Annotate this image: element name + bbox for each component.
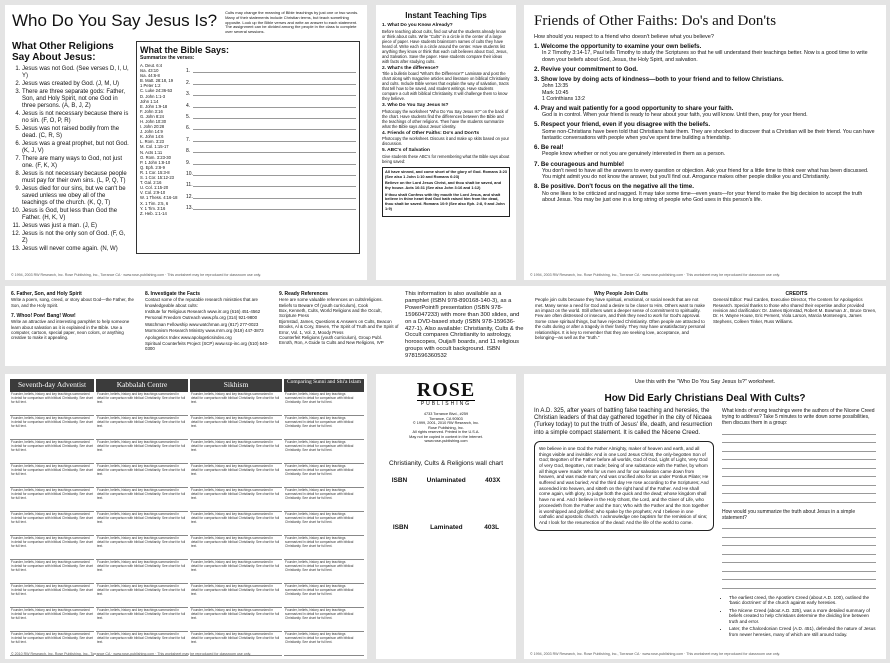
answer-number: 12. — [186, 193, 193, 200]
nicene-creed-box — [534, 441, 714, 531]
answer-rule — [193, 163, 356, 165]
claim-item: 4. Jesus is not necessary because there is no sin. (F, O, P, R) — [22, 111, 130, 125]
tip-text: Before teaching about cults, find out what the students already know or think about cults. Write "Cults" in a circle in the center of a large piece of paper. Have students brainstorm names of cults they have heard of. Write each in a circle around the center. Have students list anything they know or think that each cult believes about God, Jesus, and Salvation. Save the paper. Have students compare their ideas with facts after studying cults. — [382, 28, 508, 64]
chart-cell: Founder, beliefs, history and key teachings summarized in detail for comparison with biblical Christianity. See chart for full text. — [284, 512, 364, 536]
answer-rule — [193, 71, 356, 73]
tip-text: You don't need to have all the answers to every question or objection. Ask your friend for a little time to think over what has been discussed. You might admit you do not know the answer, but you'll find out. Arrogance makes other people dislike you and Christianity. — [542, 167, 869, 181]
verse-list — [140, 63, 182, 216]
strip-heading: CREDITS — [785, 291, 808, 297]
strip-text: Write an attractive and interesting pamphlet to help someone learn about salvation as it is explained in the Bible. Use a computer, cartoon, special paper, neon colors, or anything creative to make it appealing. — [11, 319, 130, 341]
tips-list — [382, 23, 510, 164]
isbn-kind: Laminated — [430, 523, 463, 531]
answer-rule — [193, 106, 356, 108]
answer-rule — [193, 174, 356, 176]
claim-item: 10. Jesus is God, but less than God the Father. (H, K, V) — [22, 208, 130, 222]
verse-ref: Q. Eph. 2:8-9 — [140, 164, 165, 170]
abc-box — [382, 167, 510, 217]
answer-number: 2. — [186, 79, 191, 86]
answer-rule — [722, 435, 876, 444]
verse-ref: I. John 20:28 — [140, 124, 165, 130]
chart-cell: Founder, beliefs, history and key teachings summarized in detail for comparison with biblical Christianity. See chart for full text. — [284, 632, 364, 656]
strip-heading: 8. Investigate the Facts — [145, 291, 201, 297]
verse-ref: T. Gal. 2:16 — [140, 180, 162, 186]
answer-number: 7. — [186, 136, 191, 143]
chart-cell: Founder, beliefs, history and key teachings summarized in detail for comparison with biblical Christianity. See chart for full text. — [96, 464, 188, 488]
answer-rule — [722, 572, 876, 581]
verse-ref: J. John 14:9 — [140, 129, 163, 135]
verse-ref: A. Deut. 6:4 — [140, 62, 163, 68]
chart-cell: Founder, beliefs, history and key teachings summarized in detail for comparison with biblical Christianity. See chart for full text. — [10, 632, 94, 656]
answer-rule — [193, 185, 356, 187]
answer-rule — [722, 580, 876, 589]
abc-verse: Believe on the Lord Jesus Christ, and thou shalt be saved, and thy house. Acts 16:31 (See also John 3:16 and 1:12) — [385, 180, 502, 191]
answer-line — [186, 188, 356, 199]
logo-text-bottom: PUBLISHING — [417, 400, 475, 407]
chart-cell: Founder, beliefs, history and key teachings summarized in detail for comparison with biblical Christianity. See chart for full text. — [96, 632, 188, 656]
answer-rule — [722, 555, 876, 564]
abc-verse: If thou shalt Confess with thy mouth the Lord Jesus, and shalt believe in thine heart that God hath raised him from the dead, thou shalt be saved. Romans 10:9 (See also Eph. 2:8, 9 and John 1:9) — [385, 191, 505, 211]
tip-heading: 8. Be positive. Don't focus on the negative all the time. — [534, 183, 694, 191]
verse-ref: B. Matt. 28:18, 19 — [140, 78, 174, 84]
answer-line — [186, 200, 356, 211]
chart-column-header: Seventh-day Adventist — [10, 379, 94, 392]
strip-heading: 6. Father, Son, and Holy Spirit — [11, 291, 82, 297]
tip-heading: 6. Be real! — [534, 144, 564, 152]
answer-number: 1. — [186, 68, 191, 75]
claim-item: 8. Jesus is not necessary because people must pay for their own sins. (L, P, Q, T) — [22, 171, 130, 185]
worksheet-friends-of-other-faiths — [524, 5, 886, 280]
chart-cell: Founder, beliefs, history and key teachings summarized in detail for comparison with biblical Christianity. See chart for full text. — [10, 440, 94, 464]
chart-cell: Founder, beliefs, history and key teachings summarized in detail for comparison with biblical Christianity. See chart for full text. — [96, 440, 188, 464]
answer-number: 3. — [186, 91, 191, 98]
answer-line — [186, 143, 356, 154]
answer-line — [186, 131, 356, 142]
chart-cell: Founder, beliefs, history and key teachings summarized in detail for comparison with biblical Christianity. See chart for full text. — [96, 392, 188, 416]
strip-text: Write a poem, song, creed, or story about God—the Father, the Son, and the Holy Spirit. — [11, 297, 134, 308]
tip-heading: 4. Pray and wait patiently for a good opportunity to share your faith. — [534, 104, 734, 112]
chart-cell: Founder, beliefs, history and key teachings summarized in detail for comparison with biblical Christianity. See chart for full text. — [10, 464, 94, 488]
strip-text: People join cults because they have spiritual, emotional, or social needs that are not met. Many sense a need for God and a desire to be closer to Him. Others want to make an impact on the world. Still others want a deeper sense of commitment to spirituality. Few are often distressed or insecure, and think they need to work for God's approval. Some crave spiritual things, but have rejected Christianity. Often people are attracted to the cults during or after a tragedy in their family. They may have unsatisfactory personal relationships. It is key to remember that they are seeking love, acceptance, and belonging—as well as the "truth." — [535, 297, 706, 341]
strip-text: Here are some valuable references on cults/religions. — [279, 297, 383, 303]
strip-text: General Editor: Paul Carden, Executive Director, The Centers for Apologetics Research. Special thanks to those who shared their expertise and/or provided revision and clarification: Dr. James Bjornstad, Robert M. Bowman Jr., Bruce Green, Dr. H. Wayne House, Eric Pement, Viola Larson, Marcia Montenegro, James Stephens, Colleen Tinker, Russ Williams. — [713, 297, 877, 324]
chart-cell: Founder, beliefs, history and key teachings summarized in detail for comparison with biblical Christianity. See chart for full text. — [284, 608, 364, 632]
answer-rule — [722, 460, 876, 469]
answer-line — [186, 120, 356, 131]
strip-text: Contact some of the reputable research ministries that are knowledgeable about cults: — [145, 297, 258, 308]
tip-heading: 3. Who Do You Say Jesus Is? — [382, 103, 449, 109]
friends-list — [534, 43, 876, 203]
verse-ref: X. 1 Tim. 2:5, 6 — [140, 200, 169, 206]
section-heading-other-religions: What Other Religions Say About Jesus: — [12, 40, 114, 63]
chart-cell: Founder, beliefs, history and key teachings summarized in detail for comparison with biblical Christianity. See chart for full text. — [284, 440, 364, 464]
chart-cell: Founder, beliefs, history and key teachings summarized in detail for comparison with biblical Christianity. See chart for full text. — [190, 608, 282, 632]
tip-heading: 4. Friends of Other Faiths: Do's and Don'ts — [382, 130, 480, 136]
chart-column — [190, 379, 282, 656]
answer-line — [186, 86, 356, 97]
verse-ref: Isa. 44:6-8 — [140, 73, 160, 79]
tip-heading: 7. Be courageous and humble! — [534, 160, 625, 168]
chart-cell: Founder, beliefs, history and key teachings summarized in detail for comparison with biblical Christianity. See chart for full text. — [96, 512, 188, 536]
publisher-panel — [376, 374, 516, 659]
claims-list — [12, 66, 130, 253]
chart-cell: Founder, beliefs, history and key teachings summarized in detail for comparison with biblical Christianity. See chart for full text. — [10, 536, 94, 560]
isbn-label: ISBN — [392, 523, 409, 531]
chart-column — [96, 379, 188, 656]
section-subheading: Summarize the verses: — [140, 54, 195, 61]
chart-column — [284, 379, 364, 656]
reference-item: Box, Kenneth, Cults, World Religions and the Occult, Scripture Press — [279, 308, 382, 319]
reference-item: Beliefs to Beware Of (youth curriculum), Cook — [279, 302, 369, 308]
creed-facts-list — [722, 595, 876, 638]
page-title: Who Do You Say Jesus Is? — [12, 11, 218, 30]
ministry-item: Watchman Fellowship www.watchman.org (817) 277-0023 — [145, 321, 259, 327]
intro-text: Cults may change the meaning of Bible teachings by just one or two words. Many of their statements include Christian terms, but teach something opposite. Look up the Bible verses and write an answer to each statement. The assignment can be divided among the people in the class to complete over several sessions. — [225, 10, 359, 35]
answer-rule — [193, 83, 356, 85]
chart-cell: Founder, beliefs, history and key teachings summarized in detail for comparison with biblical Christianity. See chart for full text. — [96, 536, 188, 560]
chart-cell: Founder, beliefs, history and key teachings summarized in detail for comparison with biblical Christianity. See chart for full text. — [96, 560, 188, 584]
footer-text: © 1994, 2003 RW Research, Inc. Rose Publishing, Inc., Torrance CA · www.rose-publishing.com · This worksheet may be reproduced for classroom use only. — [530, 273, 781, 277]
chart-cell: Founder, beliefs, history and key teachings summarized in detail for comparison with biblical Christianity. See chart for full text. — [10, 512, 94, 536]
chart-cell: Founder, beliefs, history and key teachings summarized in detail for comparison with biblical Christianity. See chart for full text. — [10, 608, 94, 632]
answer-rule — [722, 538, 876, 547]
answer-number: 4. — [186, 102, 191, 109]
chart-cell: Founder, beliefs, history and key teachings summarized in detail for comparison with biblical Christianity. See chart for full text. — [190, 584, 282, 608]
creed-fact: • Later, the Chalcedonian Creed (A.D. 451), defended the nature of Jesus from newer heresies, many of which are still around today. — [729, 626, 876, 637]
footer-text: © 2010 RW Research, Inc. Rose Publishing, Inc., Torrance CA · www.rose-publishing.com · This worksheet may be reproduced for classroom use only. — [11, 652, 252, 656]
ministry-item: Mormonism Research Ministry www.mrm.org (619) 447-3873 — [145, 328, 264, 334]
question-2: How would you summarize the truth about Jesus in a simple statement? — [722, 508, 856, 521]
verse-ref: H. John 10:30 — [140, 119, 167, 125]
answer-rule — [193, 117, 356, 119]
tip-heading: 3. Show love by doing acts of kindness—both to your friend and to fellow Christians. — [534, 76, 784, 83]
abc-verse: All have sinned, and come short of the glory of God. Romans 3:23 (See also 1 John 1:10 and Romans 6:23) — [385, 168, 507, 179]
answer-line — [186, 177, 356, 188]
chart-cell: Founder, beliefs, history and key teachings summarized in detail for comparison with biblical Christianity. See chart for full text. — [190, 464, 282, 488]
strip-col-credits — [713, 291, 880, 361]
strip-col-investigate — [145, 291, 273, 361]
chart-cell: Founder, beliefs, history and key teachings summarized in detail for comparison with biblical Christianity. See chart for full text. — [10, 584, 94, 608]
footer-text: © 1994, 2003 RW Research, Inc. Rose Publishing, Inc., Torrance CA · www.rose-publishing.com · This worksheet may be reproduced for classroom use only. — [11, 273, 262, 277]
claim-item: 7. There are many ways to God, not just one. (F, K, X) — [22, 156, 130, 170]
chart-cell: Founder, beliefs, history and key teachings summarized in detail for comparison with biblical Christianity. See chart for full text. — [190, 536, 282, 560]
answer-line — [186, 154, 356, 165]
verse-ref: D. John 1:1-3 — [140, 93, 166, 99]
chart-column-header: Sikhism — [190, 379, 282, 392]
answer-line — [186, 74, 356, 85]
claim-item: 2. Jesus was created by God. (J, M, U) — [22, 81, 130, 88]
answer-lines — [186, 63, 356, 216]
chart-cell: Founder, beliefs, history and key teachings summarized in detail for comparison with biblical Christianity. See chart for full text. — [10, 488, 94, 512]
chart-cell: Founder, beliefs, history and key teachings summarized in detail for comparison with biblical Christianity. See chart for full text. — [284, 488, 364, 512]
strip-heading: 7. Whoo! Pow! Bang! Wow! — [11, 313, 76, 320]
tip-text: Photocopy the worksheet "Who Do You Say Jesus Is?" on the back of the chart. Have students find the differences between the Bible and the teachings of other religions. Then have the students summarize what the Bible says about Jesus' identity. — [382, 108, 509, 129]
strip-col-why-join — [531, 291, 707, 361]
section-heading-bible-says: What the Bible Says: — [140, 44, 230, 55]
isbn-code: 403L — [484, 523, 500, 531]
verse-ref: John 1:14 — [140, 98, 159, 104]
answer-rule — [193, 151, 356, 153]
verse-ref: M. Col. 1:15-17 — [140, 144, 169, 150]
product-name: Christianity, Cults & Religions wall chart — [388, 459, 504, 467]
top-note: Use this with the "Who Do You Say Jesus Is?" worksheet. — [634, 379, 776, 385]
ministry-item: Apologetics Index www.apologeticsindex.org — [145, 334, 232, 340]
worksheet-who-do-you-say-jesus-is — [5, 5, 367, 280]
isbn-code: 403X — [485, 476, 501, 484]
answer-rule — [722, 477, 876, 486]
publisher-address: 4733 Torrance Blvd., #259 Torrance, CA 90503 © 1999, 2001, 2010 RW Research, Inc. Rose Publishing, Inc. All rights reserved. Printed in the U.S.A. May not be copied in context in the Internet. www.rose-publishing.com — [409, 412, 483, 443]
reference-item: Bjornstad, James, Questions & Answers on Cults, Beacon — [279, 318, 392, 324]
isbn-row — [382, 477, 510, 484]
chart-cell: Founder, beliefs, history and key teachings summarized in detail for comparison with biblical Christianity. See chart for full text. — [190, 440, 282, 464]
tip-text: No one likes to be criticized and nagged. It may take some time—even years—for your friend to make the big decision to accept the truth about Jesus. You may be just one in a long string of people who God uses in this person's life. — [542, 190, 863, 203]
creed-fact: • The earliest creed, the Apostle's Creed (about A.D. 100), outlined the 'basic doctrines' of the church against early heresies. — [729, 595, 876, 606]
answer-number: 13. — [186, 205, 193, 212]
tip-text: Give students these ABC's for remembering what the Bible says about being saved: — [382, 153, 510, 164]
claim-item: 6. Jesus was a great prophet, but not God. (K, J, V) — [22, 141, 130, 155]
verse-ref: Isa. 43:10 — [140, 68, 159, 74]
isbn-row — [382, 524, 510, 531]
verse-ref: R. 1 Cor. 15:3-8 — [140, 169, 170, 175]
middle-info-strip — [5, 286, 886, 366]
chart-cell: Founder, beliefs, history and key teachings summarized in detail for comparison with biblical Christianity. See chart for full text. — [10, 416, 94, 440]
chart-cell: Founder, beliefs, history and key teachings summarized in detail for comparison with biblical Christianity. See chart for full text. — [284, 584, 364, 608]
reference-item: Brooks, Al & Cory, Steven, The Spirit of Truth and the Spirit of Error, Vol. 1, Vol. 2, Moody Press — [279, 324, 399, 335]
chart-column — [10, 379, 94, 656]
worksheet-early-christians — [524, 374, 886, 659]
tip-text: Title a bulletin board "What's the Difference?" Laminate and post the chart along with magazine articles and literature on biblical Christianity and cults. Include Bible verses that explain the way of salvation, tracts that tell how to be saved, and student writings. Have students compare a cult with biblical Christianity. It will challenge them to know they believe. — [382, 71, 510, 102]
tips-title: Instant Teaching Tips — [405, 11, 487, 20]
claim-item: 3. There are three separate gods: Father, Son, and Holy Spirit, not one God in three persons. (A, B, J, Z) — [22, 89, 130, 110]
verse-ref: P. 1 John 1:8-10 — [140, 159, 171, 165]
verse-ref: 1 Peter 1:2 — [140, 83, 161, 89]
strip-availability: This information is also available as a pamphlet (ISBN 978-890168-140-3), as a PowerPoint® presentation (ISBN 978-1596047233) with more than 300 slides, and on a DVD-based study (ISBN 978-159636-427-1). Also available: Christianity, Cults & the Occult compares Christianity to astrology, horoscopes, Ouija® boards, and 11 religious groups with occult background. ISBN 9781596360532 — [405, 291, 524, 360]
answer-rule — [722, 426, 876, 435]
verse-ref: W. 1 Thess. 4:16-18 — [140, 195, 178, 201]
claim-item: 5. Jesus was not raised bodily from the dead. (C, R, S) — [22, 126, 130, 140]
answer-number: 9. — [186, 159, 191, 166]
verse-ref: O. Rom. 3:23-30 — [140, 154, 171, 160]
verse-ref: L. Rom. 3:23 — [140, 139, 164, 145]
friends-question: How should you respect to a friend who doesn't believe what you believe? — [534, 34, 714, 40]
answer-number: 8. — [186, 148, 191, 155]
tip-heading: 5. Respect your friend, even if you disagree with the beliefs. — [534, 121, 711, 129]
answer-lines — [722, 521, 876, 589]
ministry-item: Personal Freedom Outreach www.pfo.org (314) 921-9800 — [145, 315, 258, 321]
claim-item: 9. Jesus died for our sins, but we can't be saved unless we obey all of the teachings of the church. (K, Q, T) — [22, 186, 130, 207]
nicene-intro: In A.D. 325, after years of battling false teaching and heresies, the Christian leaders of that day gathered together in the city of Nicaea (Turkey today) to put the truth of Jesus' life, death, and resurrection into a simple compact statement. It is called the Nicene Creed. — [534, 408, 713, 436]
answer-rule — [722, 521, 876, 530]
reference-item: Counterfeit Religions (youth curriculum), Group Publ. — [279, 335, 382, 341]
strip-heading: Why People Join Cults — [594, 291, 648, 297]
verse-ref: K. John 14:6 — [140, 134, 164, 140]
claim-item: 13. Jesus will never come again. (N, W) — [22, 246, 130, 253]
tip-text: God is in control. When your friend is ready to hear about your faith, you will know. Until then, pray for your friend. — [542, 112, 808, 119]
chart-cell: Founder, beliefs, history and key teachings summarized in detail for comparison with biblical Christianity. See chart for full text. — [190, 512, 282, 536]
creed-fact: • The Nicene Creed (about A.D. 325), was a more detailed summary of beliefs created to help Christians determine the dividing line between truth and error. — [729, 608, 876, 625]
verse-ref: F. John 3:16 — [140, 108, 163, 114]
tip-text: Photocopy the worksheet. Discuss it and make up skits based on your discussion. — [382, 136, 509, 147]
comparison-chart-panel — [5, 374, 367, 659]
verse-ref: Z. Heb. 1:1-14 — [140, 210, 167, 216]
answer-line — [186, 63, 356, 74]
tip-heading: 5. ABC's of Salvation — [382, 148, 430, 154]
answer-rule — [722, 563, 876, 572]
logo-text-top: ROSE — [416, 379, 476, 401]
answer-number: 6. — [186, 125, 191, 132]
chart-cell: Founder, beliefs, history and key teachings summarized in detail for comparison with biblical Christianity. See chart for full text. — [10, 560, 94, 584]
friends-title: Friends of Other Faiths: Do's and Don'ts — [534, 13, 777, 29]
chart-cell: Founder, beliefs, history and key teachings summarized in detail for comparison with biblical Christianity. See chart for full text. — [284, 560, 364, 584]
chart-cell: Founder, beliefs, history and key teachings summarized in detail for comparison with biblical Christianity. See chart for full text. — [96, 584, 188, 608]
answer-rule — [193, 197, 356, 199]
teaching-tips-panel — [376, 5, 516, 280]
verse-ref: Y. 1 Tim. 3:16 — [140, 205, 166, 211]
claim-item: 1. Jesus was not God. (See verses D, I, U, Y) — [22, 66, 130, 80]
tip-heading: 2. Revive your commitment to God. — [534, 65, 638, 73]
tip-text: People know whether or not you are genuinely interested in them as a person. — [542, 151, 726, 158]
chart-cell: Founder, beliefs, history and key teachings summarized in detail for comparison with biblical Christianity. See chart for full text. — [190, 560, 282, 584]
answer-number: 11. — [186, 182, 193, 189]
chart-column-header: Comparing Sunni and Shi'a Islam — [284, 379, 364, 392]
question-1: What kinds of wrong teachings were the authors of the Nicene Creed trying to address? Take 5 minutes to write down some possibilities, then discuss them in a group: — [722, 408, 875, 426]
answer-rule — [722, 452, 876, 461]
answer-line — [186, 166, 356, 177]
answer-rule — [722, 469, 876, 478]
isbn-kind: Unlaminated — [426, 476, 466, 484]
chart-cell: Founder, beliefs, history and key teachings summarized in detail for comparison with biblical Christianity. See chart for full text. — [96, 608, 188, 632]
answer-rule — [722, 546, 876, 555]
ministry-item: Spiritual Counterfeits Project (SCP) www.scp-inc.org (510) 540-0300 — [145, 341, 269, 352]
reference-item: Enroth, Ron, A Guide to Cults and New Religions, IVP — [279, 340, 384, 346]
chart-cell: Founder, beliefs, history and key teachings summarized in detail for comparison with biblical Christianity. See chart for full text. — [190, 488, 282, 512]
chart-cell: Founder, beliefs, history and key teachings summarized in detail for comparison with biblical Christianity. See chart for full text. — [284, 392, 364, 416]
strip-col-activities — [11, 291, 139, 361]
verse-ref: G. John 8:24 — [140, 113, 164, 119]
ministry-item: Institute for Religious Research www.irr.org (616) 451-4562 — [145, 309, 261, 315]
footer-text: © 1994, 2003 RW Research, Inc. Rose Publishing, Inc., Torrance CA · www.rose-publishing.com · This worksheet may be reproduced for classroom use only. — [530, 652, 781, 656]
nicene-creed-text: We believe in one God the Father Almighty, maker of heaven and earth, and all things visible and invisible: And in one Lord Jesus Christ, the only-begotten Son of God; Begotten of the Father before all worlds, God of God, Light of Light, Very God of very God, Begotten, not made; being of one substance with the Father, by whom all things were made: Who for us men and for our salvation came down from heaven, and was made man; And was crucified also for us under Pontius Pilate; He suffered and was buried; And the third day He rose according to the Scriptures; And ascended into heaven, and sitteth on the right hand of the Father. And He shall come again, with glory, to judge both the quick and the dead; whose kingdom shall have no end. And I believe in the Holy Ghost, the Lord, and the Giver of Life, who proceedeth from the Father and the Son; Who with the Father and the Son together is worshipped and glorified; who spake by the prophets; And I believe in one catholic and apostolic church. I acknowledge one baptism for the remission of sins; And I look for the resurrection of the dead: And the life of the world to come. — [539, 445, 709, 525]
tip-text: Some non-Christians have been told that Christians hate them. They are shocked to discover that a Christian will be their friend. You can have fantastic conversations with people when you've spent time building a friendship. — [542, 128, 875, 141]
chart-cell: Founder, beliefs, history and key teachings summarized in detail for comparison with biblical Christianity. See chart for full text. — [96, 416, 188, 440]
verse-ref: E. John 1:9-18 — [140, 103, 168, 109]
verse-ref: C. Luke 24:36-53 — [140, 88, 173, 94]
answer-line — [186, 109, 356, 120]
tip-heading: 2. What's the difference? — [382, 65, 439, 71]
tip-heading: 1. What Do you Know Already? — [382, 23, 453, 28]
verse-ref: N. Acts 1:11 — [140, 149, 163, 155]
answer-rule — [722, 529, 876, 538]
answer-rule — [722, 443, 876, 452]
chart-cell: Founder, beliefs, history and key teachings summarized in detail for comparison with biblical Christianity. See chart for full text. — [190, 416, 282, 440]
answer-lines — [722, 426, 876, 503]
chart-cell: Founder, beliefs, history and key teachings summarized in detail for comparison with biblical Christianity. See chart for full text. — [284, 536, 364, 560]
chart-column-header: Kabbalah Centre — [96, 379, 188, 392]
answer-rule — [722, 486, 876, 495]
chart-cell: Founder, beliefs, history and key teachings summarized in detail for comparison with biblical Christianity. See chart for full text. — [284, 416, 364, 440]
verse-ref: S. 1 Cor. 15:12-23 — [140, 175, 174, 181]
verse-ref: V. Col. 2:9-10 — [140, 190, 166, 196]
chart-cell: Founder, beliefs, history and key teachings summarized in detail for comparison with biblical Christianity. See chart for full text. — [284, 464, 364, 488]
answer-rule — [193, 94, 356, 96]
answer-number: 5. — [186, 113, 191, 120]
early-christians-title: How Did Early Christians Deal With Cults? — [604, 393, 806, 404]
answer-rule — [193, 208, 356, 210]
chart-cell: Founder, beliefs, history and key teachings summarized in detail for comparison with biblical Christianity. See chart for full text. — [96, 488, 188, 512]
answer-number: 10. — [186, 170, 193, 177]
claim-item: 12. Jesus is not the only son of God. (F, G, Z) — [22, 231, 130, 245]
verse-ref: U. Col. 1:15-20 — [140, 185, 169, 191]
answer-rule — [193, 140, 356, 142]
answer-rule — [193, 128, 356, 130]
tip-text: John 13:35 Mark 10:45 1 Corinthians 13:2 — [542, 83, 585, 102]
isbn-label: ISBN — [391, 476, 408, 484]
answer-rule — [722, 494, 876, 503]
rose-logo — [417, 380, 475, 407]
claim-item: 11. Jesus was just a man. (J, E) — [22, 223, 130, 230]
tip-text: In 2 Timothy 3:14-17, Paul tells Timothy to study the Scriptures so that he will understand their teachings better. Now is a good time to write down your beliefs about God, Jesus, the Holy Spirit, and salvation. — [542, 50, 868, 63]
chart-cell: Founder, beliefs, history and key teachings summarized in detail for comparison with biblical Christianity. See chart for full text. — [190, 632, 282, 656]
tip-heading: 1. Welcome the opportunity to examine your own beliefs. — [534, 43, 702, 50]
chart-cell: Founder, beliefs, history and key teachings summarized in detail for comparison with biblical Christianity. See chart for full text. — [190, 392, 282, 416]
strip-col-references — [279, 291, 399, 361]
chart-cell: Founder, beliefs, history and key teachings summarized in detail for comparison with biblical Christianity. See chart for full text. — [10, 392, 94, 416]
answer-line — [186, 97, 356, 108]
strip-heading: 9. Ready References — [279, 291, 328, 297]
